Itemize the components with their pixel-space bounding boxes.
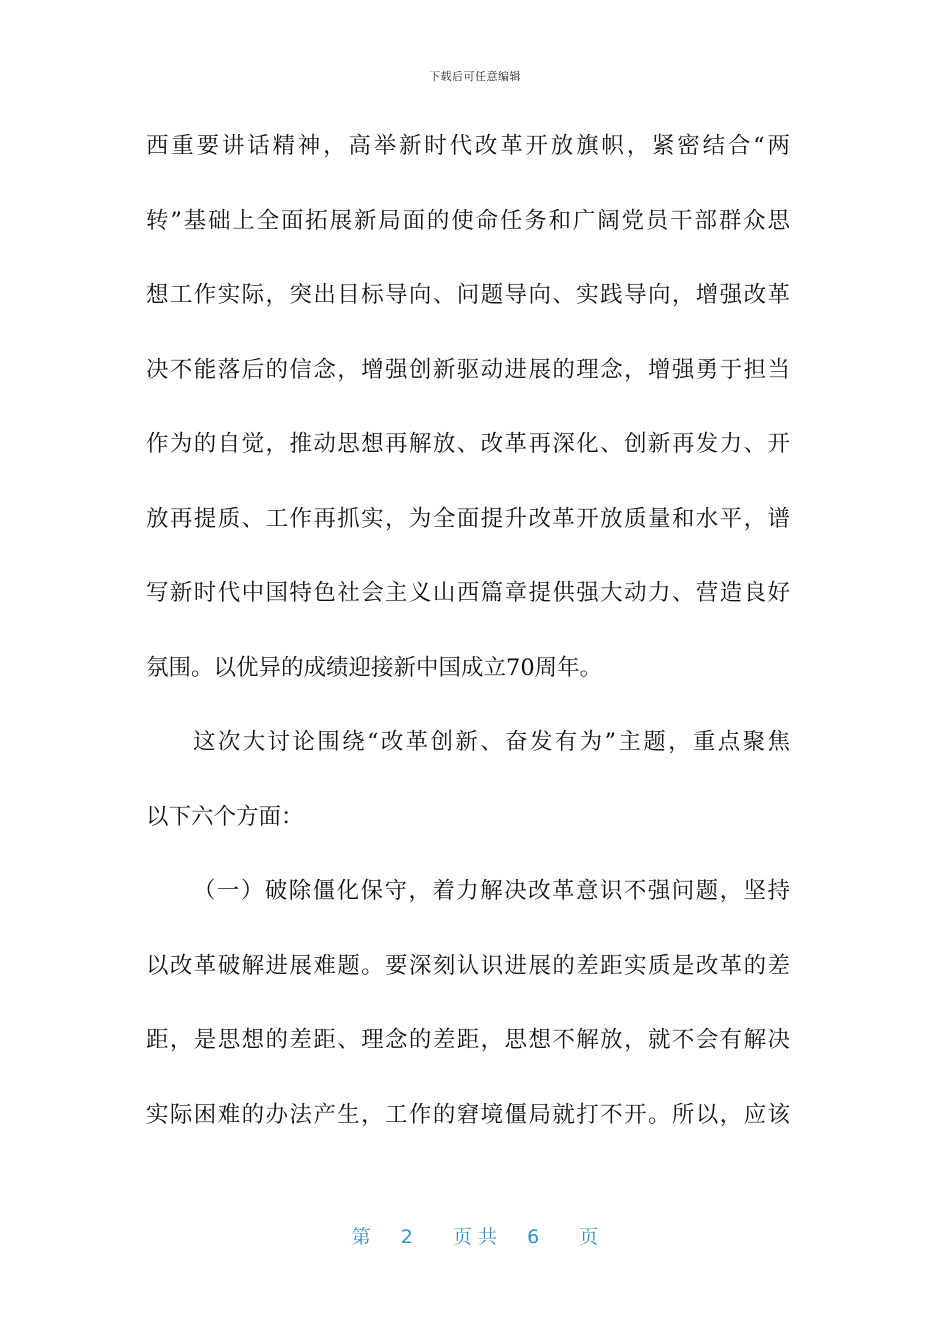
paragraph-line: 以下六个方面：	[146, 803, 304, 830]
page-footer	[0, 1222, 950, 1249]
paragraph-line: （一）破除僵化保守，着力解决改革意识不强问题，坚持	[193, 878, 790, 904]
paragraph-line: 作为的自觉，推动思想再解放、改革再深化、创新再发力、开	[146, 431, 790, 457]
paragraph-line: 实际困难的办法产生，工作的窘境僵局就打不开。所以，应该	[146, 1101, 790, 1128]
paragraph-line: 写新时代中国特色社会主义山西篇章提供强大动力、营造良好	[146, 580, 790, 606]
document-body	[146, 126, 790, 1169]
paragraph-line: 距，是思想的差距、理念的差距，思想不解放，就不会有解决	[146, 1027, 790, 1053]
paragraph-line: 放再提质、工作再抓实，为全面提升改革开放质量和水平，谱	[146, 505, 790, 532]
footer-suffix: 页	[579, 1226, 599, 1248]
current-page-number: 2	[400, 1226, 413, 1248]
total-page-count: 6	[527, 1226, 540, 1248]
paragraph-line: 氛围。以优异的成绩迎接新中国成立70周年。	[146, 654, 603, 681]
footer-prefix: 第	[351, 1226, 371, 1248]
page-header: 下载后可任意编辑	[429, 70, 521, 83]
paragraph-line: 决不能落后的信念，增强创新驱动进展的理念，增强勇于担当	[146, 356, 790, 383]
paragraph-line: 转”基础上全面拓展新局面的使命任务和广阔党员干部群众思	[146, 207, 790, 234]
paragraph-line: 这次大讨论围绕“改革创新、奋发有为”主题，重点聚焦	[193, 729, 790, 755]
footer-middle: 页 共	[452, 1226, 498, 1248]
paragraph-line: 以改革破解进展难题。要深刻认识进展的差距实质是改革的差	[146, 952, 790, 979]
paragraph-line: 西重要讲话精神，高举新时代改革开放旗帜，紧密结合“两	[146, 133, 790, 159]
paragraph-line: 想工作实际，突出目标导向、问题导向、实践导向，增强改革	[146, 282, 790, 308]
